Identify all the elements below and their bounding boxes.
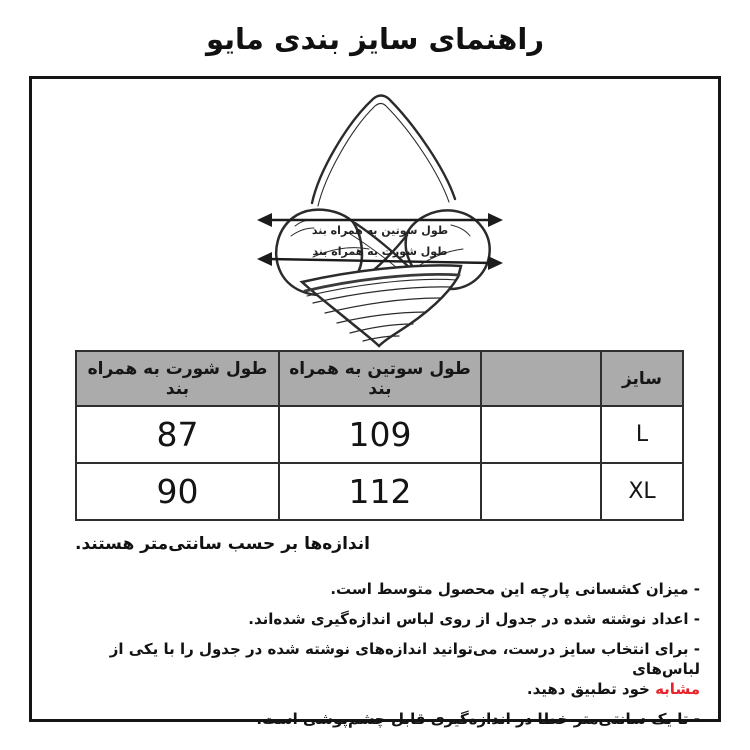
unit-note: اندازه‌ها بر حسب سانتی‌متر هستند. [75,534,370,554]
note-red-word: مشابه [655,680,700,698]
note-compare-line2: خود تطبیق دهید. [526,680,656,698]
header-brief-length: طول شورت به همراه بند [76,351,279,406]
note-tolerance: - تا یک سانتی‌متر خطا در اندازه‌گیری قابل چشم‌پوشی است. [256,710,700,728]
note-compare-line1: - برای انتخاب سایز درست، می‌توانید اندازه‌های نوشته شده در جدول را با یکی از لباس‌های [109,640,700,678]
cell-empty [481,463,601,520]
cell-bra-xl: 112 [279,463,481,520]
table-row [76,406,683,463]
cell-empty [481,406,601,463]
cell-brief-xl: 90 [76,463,279,520]
note-compare-similar [45,639,700,699]
swimsuit-illustration [255,85,505,351]
notes-list [45,579,700,739]
bikini-bottom-drawing [302,265,461,346]
cell-size-xl: XL [601,463,683,520]
note-elasticity: - میزان کشسانی پارچه این محصول متوسط است. [330,580,700,598]
cell-size-l: L [601,406,683,463]
table-header-row [76,351,683,406]
brief-arrow-label: طول شورت به همراه بند [312,245,448,258]
cell-bra-l: 109 [279,406,481,463]
note-measured-on-garment: - اعداد نوشته شده در جدول از روی لباس اندازه‌گیری شده‌اند. [248,610,700,628]
header-empty [481,351,601,406]
header-size: سایز [601,351,683,406]
page-title: راهنمای سایز بندی مایو [205,22,545,56]
table-row [76,463,683,520]
size-table [75,350,684,521]
cell-brief-l: 87 [76,406,279,463]
bra-arrow-label: طول سوتین به همراه بند [311,224,449,237]
header-bra-length: طول سوتین به همراه بند [279,351,481,406]
